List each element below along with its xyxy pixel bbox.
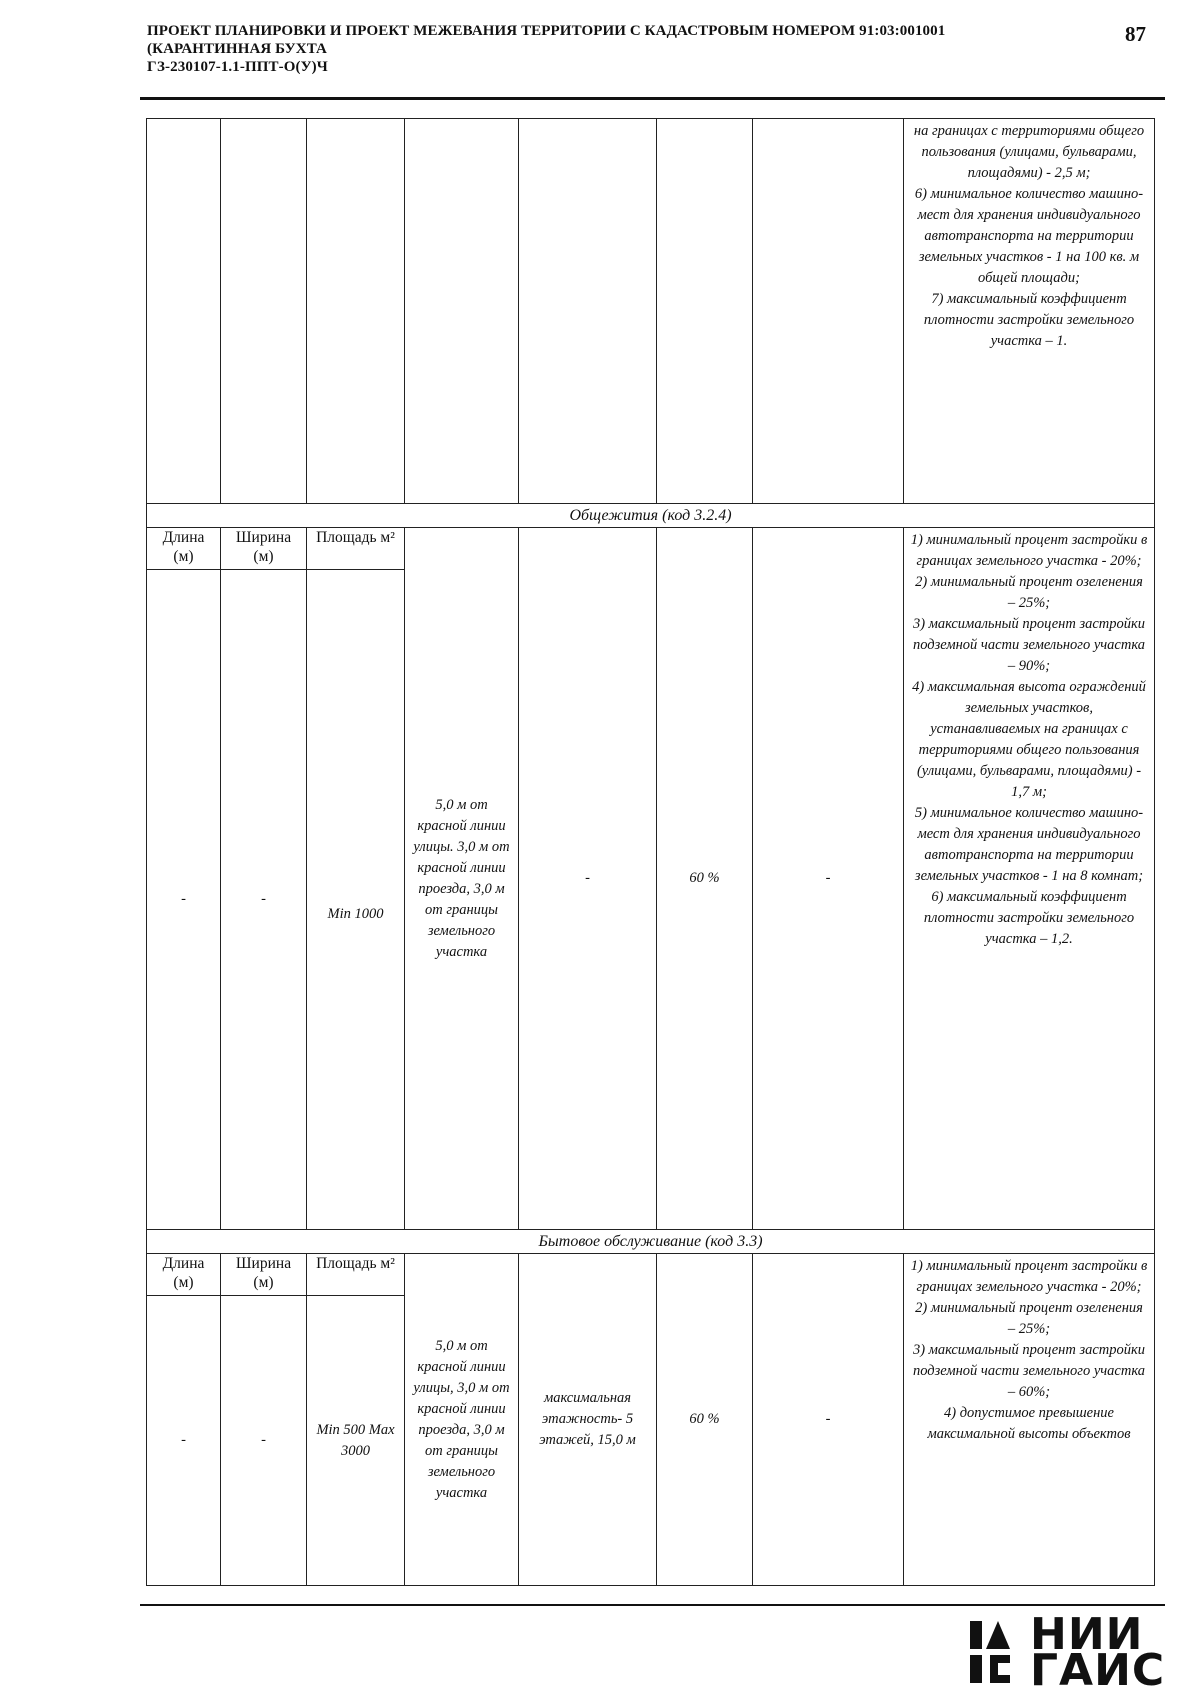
- col-header-length: Длина (м): [147, 1254, 221, 1296]
- table-cell: [519, 119, 657, 504]
- header-title-line1: ПРОЕКТ ПЛАНИРОВКИ И ПРОЕКТ МЕЖЕВАНИЯ ТЕРРИТОРИИ С КАДАСТРОВЫМ НОМЕРОМ 91:03:001001: [147, 23, 946, 39]
- table-cell: [753, 119, 904, 504]
- length-cell: -: [147, 1296, 221, 1586]
- notes-cell: на границах с территориями общего пользования (улицами, бульварами, площадями) - 2,5 м; 6) минимальное количество машино-мест для хранения индивидуального автотранспорта на территории земельных участков - 1 на 100 кв. м общей площади; 7) максимальный коэффициент плотности застройки земельного участка – 1.: [904, 119, 1155, 504]
- col-header-width: Ширина (м): [221, 1254, 307, 1296]
- section-title: Общежития (код 3.2.4): [147, 504, 1155, 528]
- area-cell: Min 500 Max 3000: [307, 1296, 405, 1586]
- header-divider: [140, 97, 1165, 100]
- other-cell: -: [753, 528, 904, 1230]
- table-cell: [147, 119, 221, 504]
- notes-cell: 1) минимальный процент застройки в границах земельного участка - 20%; 2) минимальный процент озеленения – 25%; 3) максимальный процент застройки подземной части земельного участка – 90%; 4) максимальная высота ограждений земельных участков, устанавливаемых на границах с территориями общего пользования (улицами, бульварами, площадями) - 1,7 м; 5) минимальное количество машино-мест для хранения индивидуального автотранспорта на территории земельных участков - 1 на 8 комнат; 6) максимальный коэффициент плотности застройки земельного участка – 1,2.: [904, 528, 1155, 1230]
- notes-cell: 1) минимальный процент застройки в границах земельного участка - 20%; 2) минимальный процент озеленения – 25%; 3) максимальный процент застройки подземной части земельного участка – 60%; 4) допустимое превышение максимальной высоты объектов: [904, 1254, 1155, 1586]
- other-cell: -: [753, 1254, 904, 1586]
- table-row: [147, 528, 1155, 570]
- table-row: [147, 1254, 1155, 1296]
- section-title: Бытовое обслуживание (код 3.3): [147, 1230, 1155, 1254]
- col-header-area: Площадь м²: [307, 1254, 405, 1296]
- section-title-row: [147, 1230, 1155, 1254]
- table-cell: [405, 119, 519, 504]
- height-cell: максимальная этажность- 5 этажей, 15,0 м: [519, 1254, 657, 1586]
- header-title-line2: (КАРАНТИННАЯ БУХТА: [147, 41, 327, 57]
- logo-text-line1: НИИ: [1030, 1609, 1144, 1660]
- regulations-table: [146, 118, 1155, 1586]
- table-cell: [657, 119, 753, 504]
- section-title-row: [147, 504, 1155, 528]
- coverage-cell: 60 %: [657, 1254, 753, 1586]
- col-header-area: Площадь м²: [307, 528, 405, 570]
- table-row: [147, 119, 1155, 504]
- area-cell: Min 1000: [307, 570, 405, 1230]
- niigais-logo: [968, 1609, 1166, 1696]
- table-cell: [221, 119, 307, 504]
- width-cell: -: [221, 1296, 307, 1586]
- col-header-length: Длина (м): [147, 528, 221, 570]
- logo-text-line2: ГАИС: [1030, 1645, 1166, 1696]
- coverage-cell: 60 %: [657, 528, 753, 1230]
- table-cell: [307, 119, 405, 504]
- width-cell: -: [221, 570, 307, 1230]
- document-header: [147, 22, 1077, 76]
- setbacks-cell: 5,0 м от красной линии улицы, 3,0 м от красной линии проезда, 3,0 м от границы земельного участка: [405, 1254, 519, 1586]
- footer-divider: [140, 1604, 1165, 1606]
- length-cell: -: [147, 570, 221, 1230]
- page-number: 87: [1125, 22, 1146, 46]
- logo-mark-icon: [968, 1619, 1022, 1685]
- col-header-width: Ширина (м): [221, 528, 307, 570]
- height-cell: -: [519, 528, 657, 1230]
- setbacks-cell: 5,0 м от красной линии улицы. 3,0 м от красной линии проезда, 3,0 м от границы земельного участка: [405, 528, 519, 1230]
- header-doc-code: ГЗ-230107-1.1-ППТ-О(У)Ч: [147, 59, 328, 75]
